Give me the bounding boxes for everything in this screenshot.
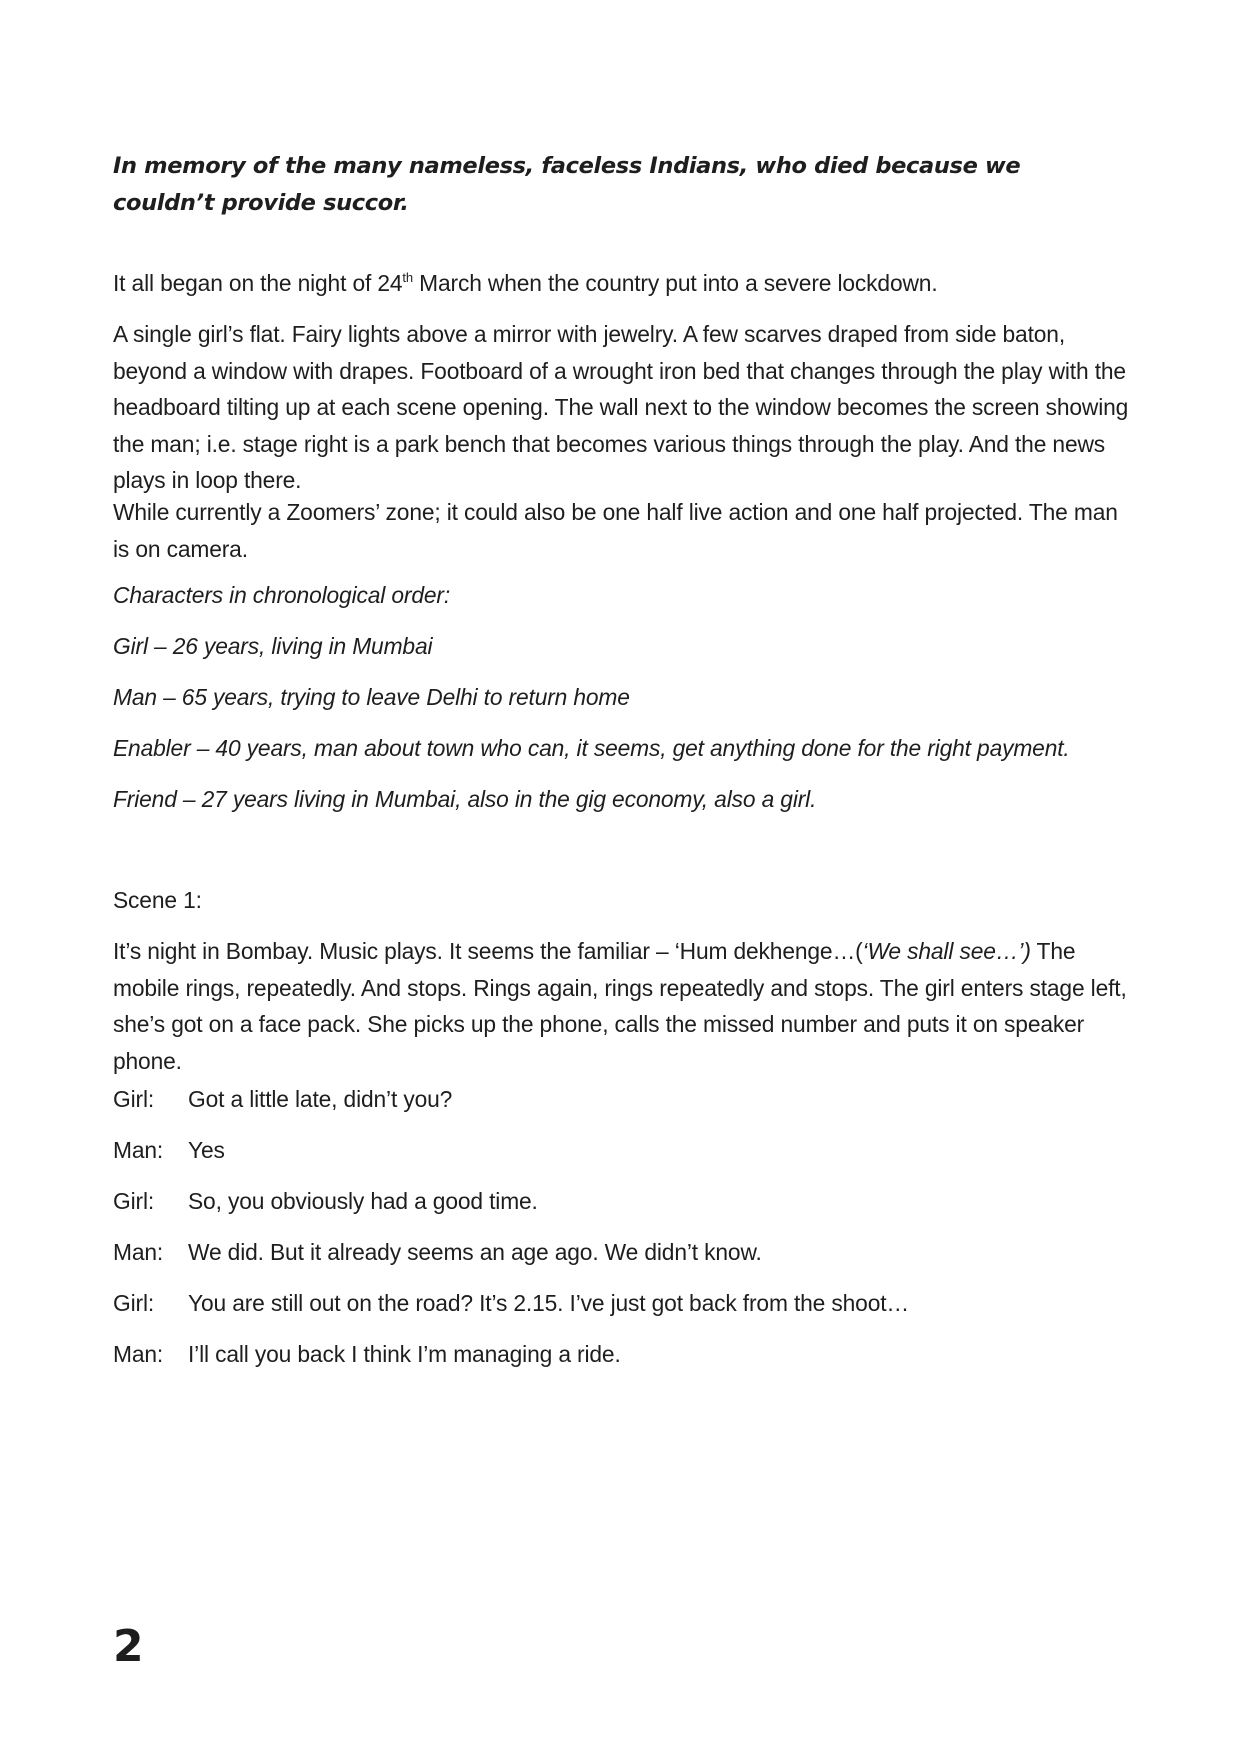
scene-direction — [113, 933, 1133, 1079]
dialogue-text: I’ll call you back I think I’m managing a ride. — [188, 1341, 621, 1367]
character-man: Man – 65 years, trying to leave Delhi to return home — [113, 684, 630, 710]
character-girl: Girl – 26 years, living in Mumbai — [113, 633, 433, 659]
dialogue-line — [113, 1285, 1133, 1322]
dialogue-text: So, you obviously had a good time. — [188, 1188, 538, 1214]
dialogue-line — [113, 1183, 1133, 1220]
dialogue-text: You are still out on the road? It’s 2.15. I’ve just got back from the shoot… — [188, 1290, 910, 1316]
dialogue-line — [113, 1132, 1133, 1169]
scene-direction-text-end: The mobile rings, repeatedly. And stops. Rings again, rings repeatedly and stops. The girl enters stage left, she’s got on a face pack. She picks up the phone, calls the missed number and puts it on speaker phone. — [113, 938, 1127, 1074]
character-friend: Friend – 27 years living in Mumbai, also in the gig economy, also a girl. — [113, 786, 817, 812]
dialogue-speaker: Man: — [113, 1239, 164, 1265]
dialogue-text: We did. But it already seems an age ago. We didn’t know. — [188, 1239, 762, 1265]
intro-text-end: March when the country put into a severe lockdown. — [412, 270, 938, 296]
dialogue-speaker: Girl: — [113, 1086, 155, 1112]
dialogue-text: Yes — [188, 1137, 225, 1163]
dialogue-line — [113, 1336, 1133, 1373]
intro-ordinal: th — [402, 270, 413, 285]
dialogue-speaker: Girl: — [113, 1188, 155, 1214]
scene-direction-text: It’s night in Bombay. Music plays. It seems the familiar – ‘Hum dekhenge…( — [113, 938, 863, 964]
dialogue-speaker: Man: — [113, 1137, 164, 1163]
setting-paragraph: A single girl’s flat. Fairy lights above a mirror with jewelry. A few scarves draped from side baton, beyond a window with drapes. Footboard of a wrought iron bed that changes through the play with the headboard tilting up at each scene opening. The wall next to the window becomes the screen showing the man; i.e. stage right is a park bench that becomes various things through the play. And the news plays in loop there. — [113, 321, 1129, 493]
page-number: 2 — [113, 1621, 144, 1672]
staging-note-paragraph: While currently a Zoomers’ zone; it could also be one half live action and one half projected. The man is on camera. — [113, 499, 1118, 562]
characters-heading: Characters in chronological order: — [113, 582, 451, 608]
dialogue-speaker: Man: — [113, 1341, 164, 1367]
scene-direction-translation: ‘We shall see…’) — [862, 938, 1031, 964]
intro-paragraph — [113, 265, 1133, 302]
character-enabler: Enabler – 40 years, man about town who can, it seems, get anything done for the right payment. — [113, 735, 1070, 761]
dialogue-line — [113, 1234, 1133, 1271]
dialogue-text: Got a little late, didn’t you? — [188, 1086, 453, 1112]
scene-heading: Scene 1: — [113, 887, 202, 913]
dialogue-line — [113, 1081, 1133, 1118]
dialogue-speaker: Girl: — [113, 1290, 155, 1316]
intro-text: It all began on the night of 24 — [113, 270, 403, 296]
dedication: In memory of the many nameless, faceless Indians, who died because we couldn’t provide succor. — [113, 153, 1021, 216]
